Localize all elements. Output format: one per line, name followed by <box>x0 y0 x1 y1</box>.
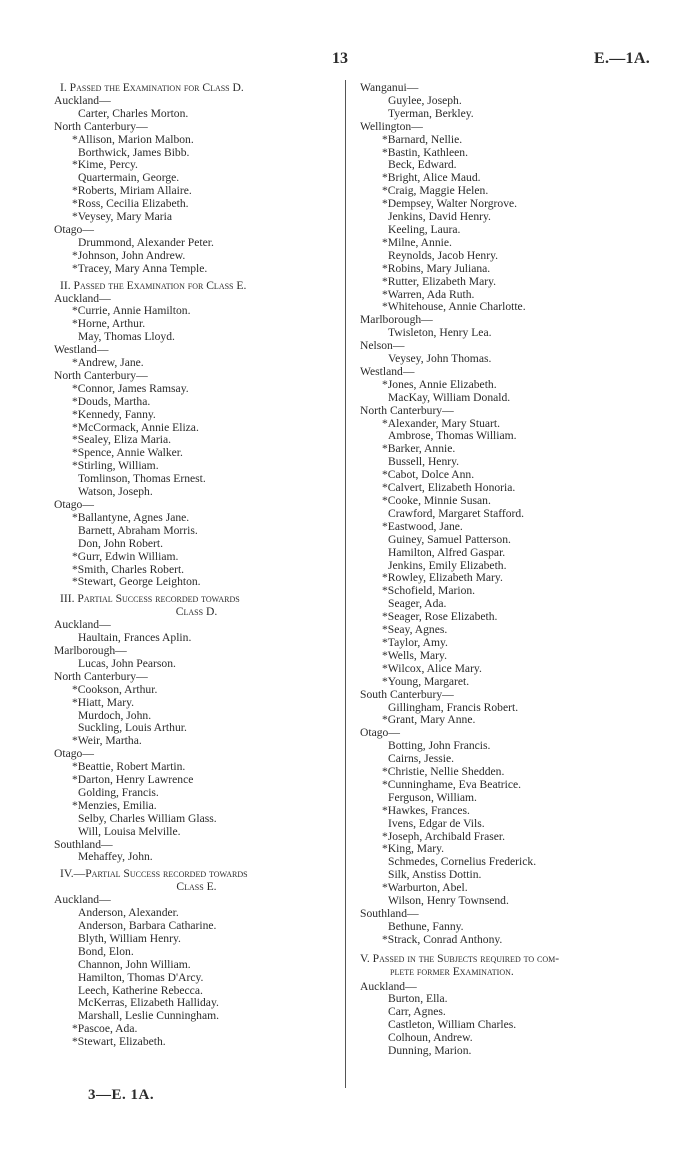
list-item: *Seager, Rose Elizabeth. <box>382 610 498 624</box>
list-item: *Smith, Charles Robert. <box>72 562 185 576</box>
list-item: Jenkins, Emily Elizabeth. <box>388 558 507 572</box>
list-item: McKerras, Elizabeth Halliday. <box>78 996 219 1010</box>
list-item: Keeling, Laura. <box>388 222 461 236</box>
list-item: May, Thomas Lloyd. <box>78 330 175 344</box>
list-item: Lucas, John Pearson. <box>78 656 176 670</box>
region-label: Auckland— <box>54 93 111 107</box>
list-item: *Horne, Arthur. <box>72 317 146 331</box>
list-item: *Cookson, Arthur. <box>72 682 158 696</box>
list-item: *Wilcox, Alice Mary. <box>382 661 482 675</box>
region-label: Marlborough— <box>54 643 127 657</box>
list-item: *Barker, Annie. <box>382 442 456 456</box>
list-item: Twisleton, Henry Lea. <box>388 326 492 340</box>
region-label: Otago— <box>360 726 400 740</box>
list-item: *Gurr, Edwin William. <box>72 549 179 563</box>
list-item: Veysey, John Thomas. <box>388 352 492 366</box>
region-label: Otago— <box>54 498 94 511</box>
list-item: Carter, Charles Morton. <box>78 106 189 120</box>
list-item: *Warburton, Abel. <box>382 881 468 895</box>
region-label: Auckland— <box>54 291 111 305</box>
list-item: *Christie, Nellie Shedden. <box>382 765 505 779</box>
region-label: Auckland— <box>54 893 111 907</box>
region-label: North Canterbury— <box>54 368 148 382</box>
list-item: Botting, John Francis. <box>388 739 491 753</box>
list-item: Reynolds, Jacob Henry. <box>388 248 499 262</box>
region-label: Westland— <box>360 364 415 378</box>
list-item: *Darton, Henry Lawrence <box>72 773 194 787</box>
list-item: Bond, Elon. <box>78 944 134 958</box>
list-item: *Douds, Martha. <box>72 394 151 408</box>
list-item: Ivens, Edgar de Vils. <box>388 816 485 830</box>
list-item: *Ross, Cecilia Elizabeth. <box>72 197 189 211</box>
list-item: MacKay, William Donald. <box>388 390 511 404</box>
section-heading-line: IV.—Partial Success recorded towards <box>60 867 248 881</box>
list-item: *Barnard, Nellie. <box>382 132 463 146</box>
list-item: Dunning, Marion. <box>388 1044 472 1058</box>
list-item: *Cunninghame, Eva Beatrice. <box>382 777 522 791</box>
list-item: *Hawkes, Frances. <box>382 803 470 817</box>
list-item: *Schofield, Marion. <box>382 584 476 598</box>
section-heading-line: plete former Examination. <box>390 964 514 978</box>
list-item: Barnett, Abraham Morris. <box>78 523 198 537</box>
section-heading <box>54 593 339 619</box>
right-column <box>360 82 660 1058</box>
region-label: North Canterbury— <box>54 669 148 683</box>
list-item: *King, Mary. <box>382 842 445 856</box>
list-item: Hamilton, Alfred Gaspar. <box>388 545 506 559</box>
list-item: Marshall, Leslie Cunningham. <box>78 1009 220 1023</box>
page-footer: 3—E. 1A. <box>88 1087 155 1103</box>
list-item: *Roberts, Miriam Allaire. <box>72 184 192 198</box>
list-item: *Pascoe, Ada. <box>72 1022 138 1036</box>
region-label: Wellington— <box>360 119 423 133</box>
list-item: *Strack, Conrad Anthony. <box>382 932 503 946</box>
section-heading <box>54 868 339 894</box>
list-item: *Veysey, Mary Maria <box>72 210 173 224</box>
region-label: Nelson— <box>360 339 405 353</box>
list-item: *Whitehouse, Annie Charlotte. <box>382 300 526 314</box>
list-item: *Currie, Annie Hamilton. <box>72 304 191 318</box>
list-item: *Menzies, Emilia. <box>72 798 157 812</box>
list-item: Anderson, Barbara Catharine. <box>78 919 217 932</box>
list-item: Will, Louisa Melville. <box>78 824 181 838</box>
list-item: *Rutter, Elizabeth Mary. <box>382 274 497 288</box>
list-item: Carr, Agnes. <box>388 1005 446 1019</box>
list-item: *McCormack, Annie Eliza. <box>72 420 199 434</box>
list-item: Gillingham, Francis Robert. <box>388 700 519 714</box>
region-label: Wanganui— <box>360 81 419 94</box>
list-item: Crawford, Margaret Stafford. <box>388 506 525 520</box>
list-item: Silk, Anstiss Dottin. <box>388 868 482 882</box>
region-label: Otago— <box>54 222 94 236</box>
list-item: *Rowley, Elizabeth Mary. <box>382 571 503 585</box>
list-item: Hamilton, Thomas D'Arcy. <box>78 970 204 984</box>
list-item: Anderson, Alexander. <box>78 906 179 920</box>
list-item: Don, John Robert. <box>78 536 164 550</box>
list-item: Burton, Ella. <box>388 992 448 1006</box>
region-label: Marlborough— <box>360 313 433 327</box>
list-item: *Joseph, Archibald Fraser. <box>382 829 506 843</box>
list-item: Golding, Francis. <box>78 785 159 799</box>
list-item: Colhoun, Andrew. <box>388 1031 473 1045</box>
list-item: Castleton, William Charles. <box>388 1018 517 1032</box>
list-item: Jenkins, David Henry. <box>388 210 491 224</box>
list-item: *Connor, James Ramsay. <box>72 381 189 395</box>
section-heading-line: Class E. <box>176 880 217 894</box>
list-item: Blyth, William Henry. <box>78 931 181 945</box>
list-item: Guylee, Joseph. <box>388 93 462 107</box>
list-item: *Warren, Ada Ruth. <box>382 287 475 301</box>
region-label: Westland— <box>54 343 109 357</box>
list-item: *Calvert, Elizabeth Honoria. <box>382 481 516 495</box>
list-item: Tomlinson, Thomas Ernest. <box>78 472 206 486</box>
list-item: Guiney, Samuel Patterson. <box>388 532 511 546</box>
list-item: Bethune, Fanny. <box>388 919 464 933</box>
section-heading: I. Passed the Examination for Class D. <box>60 81 244 94</box>
list-item: *Grant, Mary Anne. <box>382 713 476 727</box>
list-item: *Jones, Annie Elizabeth. <box>382 377 497 391</box>
list-item: Selby, Charles William Glass. <box>78 811 217 825</box>
list-item: Bussell, Henry. <box>388 455 460 469</box>
column-divider <box>345 80 346 1088</box>
section-heading-line: III. Partial Success recorded towards <box>60 592 240 606</box>
list-item: Murdoch, John. <box>78 708 152 722</box>
list-item: *Wells, Mary. <box>382 648 447 662</box>
section-heading-line: Class D. <box>175 605 218 619</box>
list-item: Cairns, Jessie. <box>388 752 455 766</box>
list-item: *Alexander, Mary Stuart. <box>382 416 501 430</box>
list-item: *Eastwood, Jane. <box>382 519 463 533</box>
region-label: Southland— <box>360 907 419 920</box>
list-item: *Craig, Maggie Helen. <box>382 184 489 198</box>
list-item: *Cooke, Minnie Susan. <box>382 494 491 507</box>
list-item: Seager, Ada. <box>388 597 447 611</box>
list-item: Wilson, Henry Townsend. <box>388 894 509 908</box>
list-item: *Taylor, Amy. <box>382 635 448 649</box>
list-item: Haultain, Frances Aplin. <box>78 631 192 645</box>
list-item: *Spence, Annie Walker. <box>72 446 183 460</box>
region-label: South Canterbury— <box>360 687 454 701</box>
list-item: *Hiatt, Mary. <box>72 695 135 709</box>
list-item: Schmedes, Cornelius Frederick. <box>388 855 537 869</box>
region-label: Auckland— <box>54 618 111 632</box>
list-item: *Young, Margaret. <box>382 674 470 688</box>
list-item: Leech, Katherine Rebecca. <box>78 983 203 997</box>
region-label: North Canterbury— <box>54 119 148 133</box>
list-item: *Allison, Marion Malbon. <box>72 132 194 146</box>
list-item: *Robins, Mary Juliana. <box>382 261 491 275</box>
region-label: Auckland— <box>360 979 417 993</box>
list-item: *Weir, Martha. <box>72 734 142 748</box>
list-item: *Kime, Percy. <box>72 158 138 172</box>
list-item: Watson, Joseph. <box>78 485 153 499</box>
list-item: *Stewart, Elizabeth. <box>72 1035 166 1049</box>
list-item: *Sealey, Eliza Maria. <box>72 433 172 447</box>
left-column <box>54 82 339 1049</box>
list-item: Channon, John William. <box>78 957 191 971</box>
list-item: *Johnson, John Andrew. <box>72 248 186 262</box>
list-item: *Andrew, Jane. <box>72 356 144 370</box>
list-item: *Seay, Agnes. <box>382 623 448 637</box>
list-item: *Tracey, Mary Anna Temple. <box>72 261 208 275</box>
region-label: Otago— <box>54 747 94 761</box>
list-item: *Bright, Alice Maud. <box>382 171 481 185</box>
list-item: *Stewart, George Leighton. <box>72 575 201 589</box>
list-item: Ambrose, Thomas William. <box>388 429 517 443</box>
list-item: Beck, Edward. <box>388 158 457 172</box>
list-item: Drummond, Alexander Peter. <box>78 235 214 249</box>
list-item: Ferguson, William. <box>388 790 477 804</box>
region-label: Southland— <box>54 837 113 851</box>
list-item: *Ballantyne, Agnes Jane. <box>72 510 190 524</box>
list-item: Suckling, Louis Arthur. <box>78 721 187 735</box>
list-item: *Beattie, Robert Martin. <box>72 760 186 774</box>
list-item: Quartermain, George. <box>78 171 180 185</box>
section-heading-line: V. Passed in the Subjects required to com- <box>360 951 560 965</box>
list-item: *Milne, Annie. <box>382 235 452 249</box>
section-heading <box>360 953 660 979</box>
section-heading: II. Passed the Examination for Class E. <box>60 278 247 292</box>
list-item: *Dempsey, Walter Norgrove. <box>382 197 518 211</box>
page-number: 13 <box>332 50 348 67</box>
list-item: *Cabot, Dolce Ann. <box>382 468 475 482</box>
region-label: North Canterbury— <box>360 403 454 417</box>
document-reference: E.—1A. <box>593 50 650 67</box>
list-item: Mehaffey, John. <box>78 850 153 864</box>
list-item: Tyerman, Berkley. <box>388 106 474 120</box>
list-item: Borthwick, James Bibb. <box>78 145 190 159</box>
list-item: *Bastin, Kathleen. <box>382 145 468 159</box>
list-item: *Kennedy, Fanny. <box>72 407 156 421</box>
list-item: *Stirling, William. <box>72 459 159 473</box>
